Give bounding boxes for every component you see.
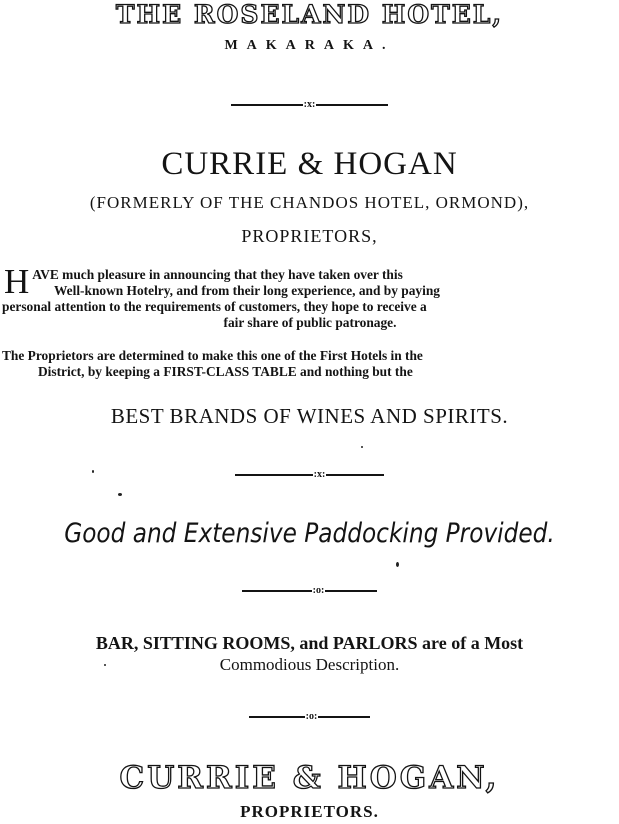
ink-speck	[92, 470, 94, 473]
location: MAKARAKA.	[224, 38, 395, 53]
rooms-description	[0, 632, 619, 676]
proprietors-names: CURRIE & HOGAN	[161, 146, 458, 182]
ornamental-rule	[0, 586, 619, 596]
ornamental-rule	[0, 100, 619, 110]
best-brands-line: BEST BRANDS OF WINES AND SPIRITS.	[110, 404, 509, 428]
announcement-line: fair share of public patronage.	[223, 315, 397, 330]
determination-line: The Proprietors are determined to make this one of the First Hotels in the	[2, 348, 423, 363]
rule-mark: :o:	[305, 711, 318, 722]
rooms-line: Commodious Description.	[219, 655, 400, 674]
drop-cap: H	[4, 262, 30, 301]
rule-mark: :x:	[303, 99, 316, 110]
determination-paragraph	[2, 348, 618, 380]
rule-mark: :o:	[312, 585, 325, 596]
hotel-title: THE ROSELAND HOTEL,	[115, 0, 504, 29]
closing-names: CURRIE & HOGAN,	[119, 760, 500, 796]
announcement-line: Well-known Hotelry, and from their long experience, and by paying	[54, 283, 440, 298]
rooms-line: BAR, SITTING ROOMS, and PARLORS are of a Most	[95, 633, 524, 653]
announcement-line: AVE much pleasure in announcing that they have taken over this	[32, 267, 403, 282]
formerly-note: (FORMERLY OF THE CHANDOS HOTEL, ORMOND),	[89, 193, 530, 212]
determination-line: District, by keeping a FIRST-CLASS TABLE and nothing but the	[38, 364, 413, 379]
closing-label: PROPRIETORS.	[240, 802, 379, 821]
ink-speck	[361, 446, 363, 448]
ink-speck	[104, 664, 106, 666]
proprietors-label: PROPRIETORS,	[241, 226, 378, 246]
ink-speck	[396, 562, 399, 567]
announcement-line: personal attention to the requirements of customers, they hope to receive a	[2, 299, 427, 314]
rule-mark: :x:	[313, 469, 326, 480]
paddocking-line: Good and Extensive Paddocking Provided.	[64, 518, 555, 549]
announcement-paragraph	[2, 262, 618, 331]
ornamental-rule	[0, 712, 619, 722]
ink-speck	[118, 493, 122, 496]
